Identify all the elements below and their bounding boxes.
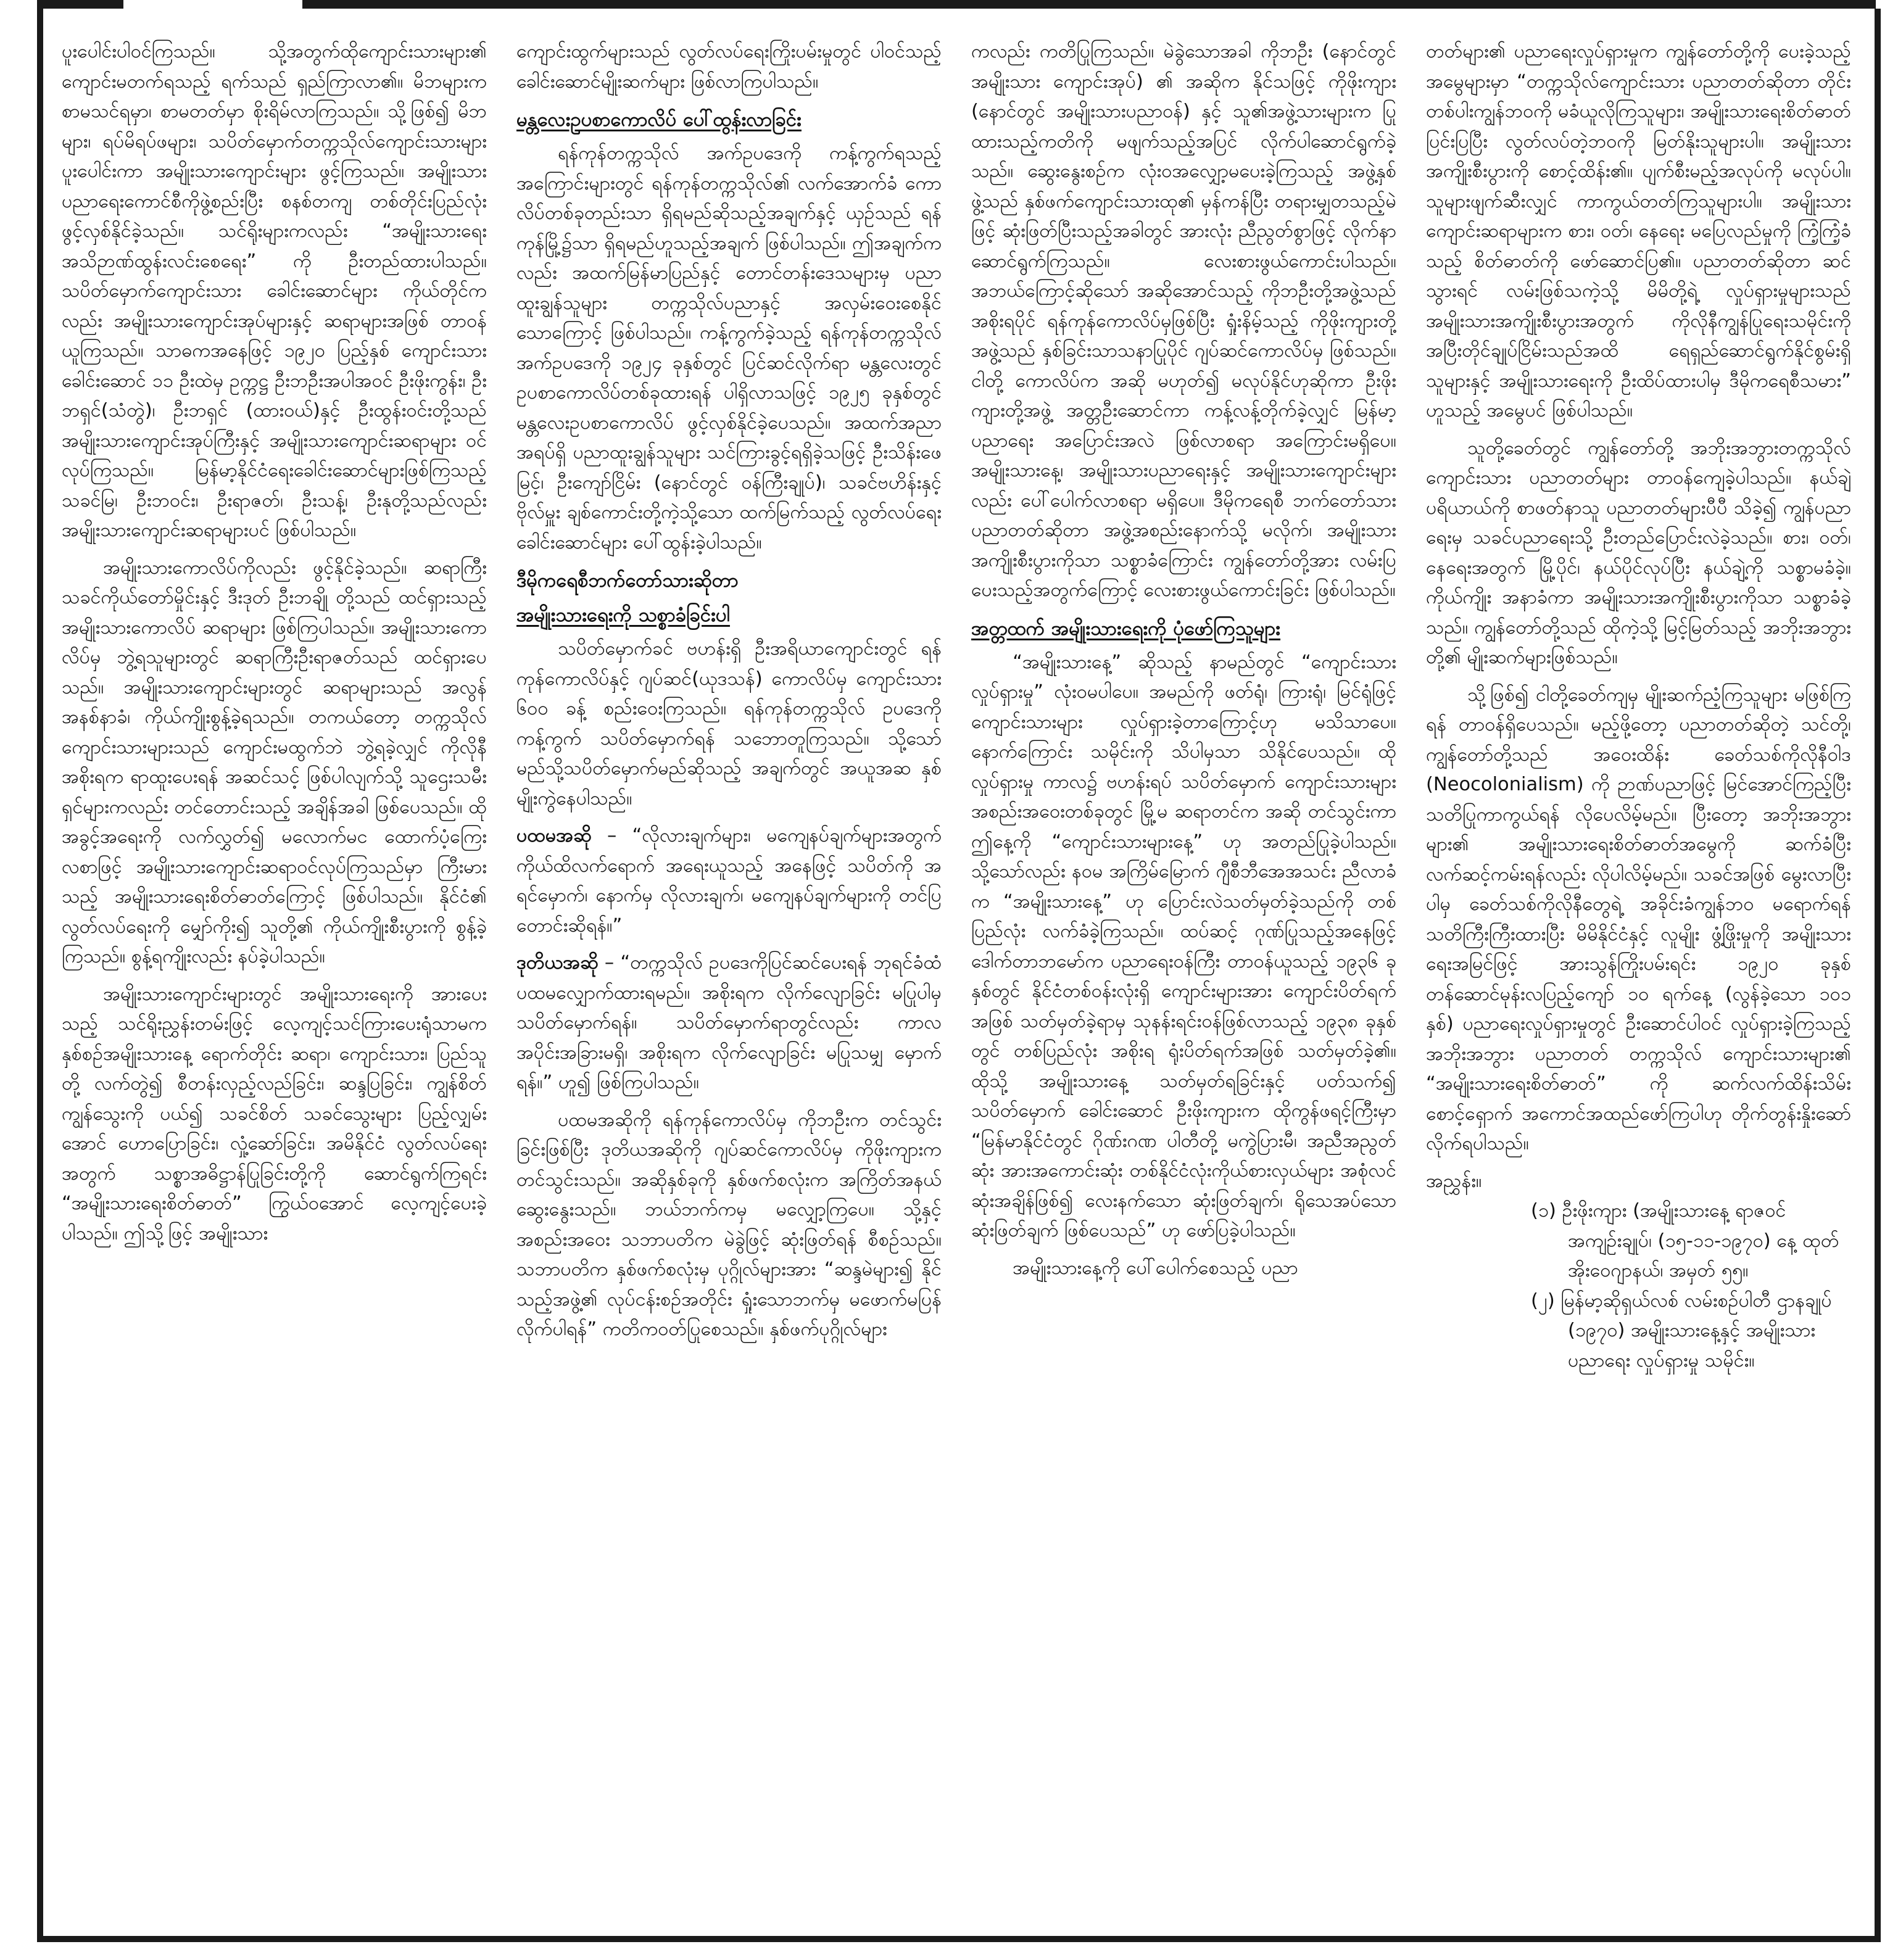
paragraph-lead: ပထမအဆို [516,825,592,846]
column-2 [516,37,942,1912]
paragraph [516,948,942,1098]
section-heading: ဒီမိုကရေစီဘက်တော်သားဆိုတာ [516,569,739,592]
paragraph: သူတို့ခေတ်တွင် ကျွန်တော်တို့ အဘိုးအဘွားတက္ကသိုလ်ကျောင်းသား ပညာတတ်များ တာဝန်ကျေခဲ့ပါသည်။ နယ်ချဲ့ပရိယာယ်ကို စာဖတ်နာသူ ပညာတတ်များပီပီ သိခဲ့၍ ကျွန်ပညာရေးမှ သခင်ပညာရေးသို့ ဦးတည်ပြောင်းလဲခဲ့သည်။ စား၊ ဝတ်၊ နေရေးအတွက် မြို့ပိုင်၊ နယ်ပိုင်လုပ်ပြီး နယ်ချဲ့ကို သစ္စာမခံခဲ့။ ကိုယ်ကျိုး အနာခံကာ အမျိုးသားအကျိုးစီးပွားကိုသာ သစ္စာခံခဲ့သည်။ ကျွန်တော်တို့သည် ထိုကဲ့သို့ မြင့်မြတ်သည့် အဘိုးအဘွားတို့၏ မျိုးဆက်များဖြစ်သည်။ [1426,437,1851,668]
paragraph: သို့ဖြစ်၍ ငါတို့ခေတ်ကျမှ မျိုးဆက်ညံ့ကြသူများ မဖြစ်ကြရန် တာဝန်ရှိပေသည်။ မည့်ဖို့တော့ ပညာတတ်ဆိုတဲ့ သင်တို့၊ ကျွန်တော်တို့သည် အဝေးထိန်း ခေတ်သစ်ကိုလိုနီဝါဒ (Neocolonialism) ကို ဉာဏ်ပညာဖြင့် မြင်အောင်ကြည့်ပြီး သတိပြုကာကွယ်ရန် လိုပေလိမ့်မည်။ ပြီးတော့ အဘိုးအဘွားများ၏ အမျိုးသားရေးစိတ်ဓာတ်အမွေကို ဆက်ခံပြီး လက်ဆင့်ကမ်းရန်လည်း လိုပါလိမ့်မည်။ သခင်အဖြစ် မွေးလာပြီးပါမှ ခေတ်သစ်ကိုလိုနီတွေရဲ့ အခိုင်းခံကျွန်ဘဝ မရောက်ရန် သတိကြီးကြီးထားပြီး မိမိနိုင်ငံနှင့် လူမျိုး ဖွံ့ဖြိုးမှုကို အမျိုးသားရေးအမြင်ဖြင့် အားသွန်ကြိုးပမ်းရင်း ၁၉၂၀ ခုနှစ် တန်ဆောင်မုန်းလပြည့်ကျော် ၁၀ ရက်နေ့ (လွန်ခဲ့သော ၁၀၁ နှစ်) ပညာရေးလှုပ်ရှားမှုတွင် ဦးဆောင်ပါဝင် လှုပ်ရှားခဲ့ကြသည့် အဘိုးအဘွား ပညာတတ် တက္ကသိုလ် ကျောင်းသားများ၏ “အမျိုးသားရေးစိတ်ဓာတ်” ကို ဆက်လက်ထိန်းသိမ်းစောင့်ရှောက် အကောင်အထည်ဖော်ကြပါဟု တိုက်တွန်းနှိုးဆော်လိုက်ရပါသည်။ [1426,684,1851,1154]
paragraph: ရန်ကုန်တက္ကသိုလ် အက်ဥပဒေကို ကန့်ကွက်ရသည့် အကြောင်းများတွင် ရန်ကုန်တက္ကသိုလ်၏ လက်အောက်ခံ ကောလိပ်တစ်ခုတည်းသာ ရှိရမည်ဆိုသည့်အချက်နှင့် ယှဉ်သည် ရန်ကုန်မြို့၌သာ ရှိရမည်ဟူသည့်အချက် ဖြစ်ပါသည်။ ဤအချက်ကလည်း အထက်မြန်မာပြည်နှင့် တောင်တန်းဒေသများမှ ပညာထူးချွန်သူများ တက္ကသိုလ်ပညာနှင့် အလှမ်းဝေးစေနိုင်သောကြောင့် ဖြစ်ပါသည်။ ကန့်ကွက်ခဲ့သည့် ရန်ကုန်တက္ကသိုလ် အက်ဥပဒေကို ၁၉၂၄ ခုနှစ်တွင် ပြင်ဆင်လိုက်ရာ မန္တလေးတွင် ဥပစာကောလိပ်တစ်ခုထားရန် ပါရှိလာသဖြင့် ၁၉၂၅ ခုနှစ်တွင် မန္တလေးဥပစာကောလိပ် ဖွင့်လှစ်နိုင်ခဲ့ပေသည်။ အထက်အညာအရပ်ရှိ ပညာထူးချွန်သူများ သင်ကြားခွင့်ရရှိခဲ့သဖြင့် ဦးသိန်းဖေမြင့်၊ ဦးကျော်ငြိမ်း (နောင်တွင် ဝန်ကြီးချုပ်)၊ သခင်ဗဟိန်းနှင့် ဗိုလ်မှူး ချစ်ကောင်းတို့ကဲ့သို့သော ထက်မြက်သည့် လွတ်လပ်ရေး ခေါင်းဆောင်များ ပေါ်ထွန်းခဲ့ပါသည်။ [516,143,942,553]
paragraph: တတ်များ၏ ပညာရေးလှုပ်ရှားမှုက ကျွန်တော်တို့ကို ပေးခဲ့သည့် အမွေများမှာ “တက္ကသိုလ်ကျောင်းသား ပညာတတ်ဆိုတာ တိုင်းတစ်ပါးကျွန်ဘဝကို မခံယူလိုကြသူများ၊ အမျိုးသားရေးစိတ်ဓာတ် ပြင်းပြပြီး လွတ်လပ်တဲ့ဘဝကို မြတ်နိုးသူများပါ။ အမျိုးသား အကျိုးစီးပွားကို စောင့်ထိန်း၏။ ပျက်စီးမည့်အလုပ်ကို မလုပ်ပါ။ သူများဖျက်ဆီးလျှင် ကာကွယ်တတ်ကြသူများပါ။ အမျိုးသားကျောင်းဆရာများက စား၊ ဝတ်၊ နေရေး မပြေလည်မှုကို ကြံ့ကြံ့ခံသည့် စိတ်ဓာတ်ကို ဖော်ဆောင်ပြ၏။ ပညာတတ်ဆိုတာ ဆင်သွားရင် လမ်းဖြစ်သကဲ့သို့ မိမိတို့ရဲ့ လှုပ်ရှားမှုများသည် အမျိုးသားအကျိုးစီးပွားအတွက် ကိုလိုနီကျွန်ပြုရေးသမိုင်းကို အပြီးတိုင်ချုပ်ငြိမ်းသည်အထိ ရေရှည်ဆောင်ရွက်နိုင်စွမ်းရှိသူများနှင့် အမျိုးသားရေးကို ဦးထိပ်ထားပါမှ ဒီမိုကရေစီသမား” ဟူသည့် အမွေပင် ဖြစ်ပါသည်။ [1426,41,1851,421]
paragraph: ပူးပေါင်းပါဝင်ကြသည်။ သို့အတွက်ထိုကျောင်းသားများ၏ ကျောင်းမတက်ရသည့် ရက်သည် ရှည်ကြာလာ၏။ မိဘများက စာမသင်ရမှာ၊ စာမတတ်မှာ စိုးရိမ်လာကြသည်။ သို့ဖြစ်၍ မိဘများ၊ ရပ်မိရပ်ဖများ၊ သပိတ်မှောက်တက္ကသိုလ်ကျောင်းသားများ ပူးပေါင်းကာ အမျိုးသားကျောင်းများ ဖွင့်ကြသည်။ အမျိုးသားပညာရေးကောင်စီကိုဖွဲ့စည်းပြီး စနစ်တကျ တစ်တိုင်းပြည်လုံး ဖွင့်လှစ်နိုင်ခဲ့သည်။ သင်ရိုးများကလည်း “အမျိုးသားရေးအသိဉာဏ်ထွန်းလင်းစေရေး” ကို ဦးတည်ထားပါသည်။ သပိတ်မှောက်ကျောင်းသား ခေါင်းဆောင်များ ကိုယ်တိုင်ကလည်း အမျိုးသားကျောင်းအုပ်များနှင့် ဆရာများအဖြစ် တာဝန်ယူကြသည်။ သာဓကအနေဖြင့် ၁၉၂၀ ပြည့်နှစ် ကျောင်းသားခေါင်းဆောင် ၁၁ ဦးထဲမှ ဥက္ကဋ္ဌ ဦးဘဦးအပါအဝင် ဦးဖိုးကွန်း၊ ဦးဘရှင်(သံတွဲ)၊ ဦးဘရှင် (ထားဝယ်)နှင့် ဦးထွန်းဝင်းတို့သည် အမျိုးသားကျောင်းအုပ်ကြီးနှင့် အမျိုးသားကျောင်းဆရာများ ဝင်လုပ်ကြသည်။ မြန်မာ့နိုင်ငံရေးခေါင်းဆောင်များဖြစ်ကြသည့် သခင်မြ၊ ဦးဘဝင်း၊ ဦးရာဇတ်၊ ဦးသန့်၊ ဦးနုတို့သည်လည်း အမျိုးသားကျောင်းဆရာများပင် ဖြစ်ပါသည်။ [62,41,487,541]
paragraph: အမျိုးသားနေ့ကို ပေါ်ပေါက်စေသည့် ပညာ [1013,1257,1298,1279]
references [1426,1167,1851,1376]
section-heading: အတ္တထက် အမျိုးသားရေးကို ပုံဖော်ကြသူများ [971,617,1281,640]
paragraph: အမျိုးသားကျောင်းများတွင် အမျိုးသားရေးကို အားပေးသည့် သင်ရိုးညွှန်းတမ်းဖြင့် လေ့ကျင့်သင်ကြားပေးရုံသာမက နှစ်စဉ်အမျိုးသားနေ့ ရောက်တိုင်း ဆရာ၊ ကျောင်းသား၊ ပြည်သူတို့ လက်တွဲ၍ စီတန်းလှည့်လည်ခြင်း၊ ဆန္ဒပြခြင်း၊ ကျွန်စိတ် ကျွန်သွေးကို ပယ်၍ သခင်စိတ် သခင်သွေးများ ပြည့်လျှမ်းအောင် ဟောပြောခြင်း၊ လှုံ့ဆော်ခြင်း၊ အမိနိုင်ငံ လွတ်လပ်ရေးအတွက် သစ္စာအဓိဋ္ဌာန်ပြုခြင်းတို့ကို ဆောင်ရွက်ကြရင်း “အမျိုးသားရေးစိတ်ဓာတ်” ကြွယ်ဝအောင် လေ့ကျင့်ပေးခဲ့ပါသည်။ ဤသို့ဖြင့် အမျိုးသား [62,983,487,1244]
paragraph-text: – “တက္ကသိုလ် ဥပဒေကိုပြင်ဆင်ပေးရန် ဘုရင်ခံထံ ပထမလျှောက်ထားရမည်။ အစိုးရက လိုက်လျောခြင်း မပြုပါမှ သပိတ်မှောက်ရန်။ သပိတ်မှောက်ရာတွင်လည်း ကာလအပိုင်းအခြားမရှိ၊ အစိုးရက လိုက်လျောခြင်း မပြုသမျှ မှောက်ရန်။” ဟူ၍ ဖြစ်ကြပါသည်။ [516,952,942,1093]
column-3 [971,37,1396,1912]
section-heading: မန္တလေးဥပစာကောလိပ် ပေါ်ထွန်းလာခြင်း [516,109,802,131]
paragraph-text: – “လိုလားချက်များ၊ မကျေနပ်ချက်များအတွက် ကိုယ်ထိလက်ရောက် အရေးယူသည့် အနေဖြင့် သပိတ်ကို အရင်မှောက်၊ နောက်မှ လိုလားချက်၊ မကျေနပ်ချက်များကို တင်ပြတောင်းဆိုရန်။” [516,825,942,937]
paragraph: ကျောင်းထွက်များသည် လွတ်လပ်ရေးကြိုးပမ်းမှုတွင် ပါဝင်သည့် ခေါင်းဆောင်မျိုးဆက်များ ဖြစ်လာကြပါသည်။ [516,41,942,93]
paragraph: ကလည်း ကတိပြုကြသည်။ မဲခွဲသောအခါ ကိုဘဦး (နောင်တွင် အမျိုးသား ကျောင်းအုပ်) ၏ အဆိုက နိုင်သဖြင့် ကိုဖိုးကျား (နောင်တွင် အမျိုးသားပညာဝန်) နှင့် သူ၏အဖွဲ့သားများက ပြုထားသည့်ကတိကို မဖျက်သည့်အပြင် လိုက်ပါဆောင်ရွက်ခဲ့သည်။ ဆွေးနွေးစဉ်က လုံးဝအလျှော့မပေးခဲ့ကြသည့် အဖွဲ့နှစ်ဖွဲ့သည် နှစ်ဖက်ကျောင်းသားထု၏ မှန်ကန်ပြီး တရားမျှတသည့်မဲဖြင့် ဆုံးဖြတ်ပြီးသည့်အခါတွင် အားလုံး ညီညွတ်စွာဖြင့် လိုက်နာဆောင်ရွက်ကြသည်။ လေးစားဖွယ်ကောင်းပါသည်။ အဘယ်ကြောင့်ဆိုသော် အဆိုအောင်သည့် ကိုဘဦးတို့အဖွဲ့သည် အစိုးရပိုင် ရန်ကုန်ကောလိပ်မှဖြစ်ပြီး ရှုံးနိမ့်သည့် ကိုဖိုးကျားတို့အဖွဲ့သည် နှစ်ခြင်းသာသနာပြုပိုင် ဂျပ်ဆင်ကောလိပ်မှ ဖြစ်သည်။ ငါတို့ ကောလိပ်က အဆို မဟုတ်၍ မလုပ်နိုင်ဟုဆိုကာ ဦးဖိုးကျားတို့အဖွဲ့ အတ္တဦးဆောင်ကာ ကန့်လန့်တိုက်ခဲ့လျှင် မြန်မာ့ပညာရေး အပြောင်းအလဲ ဖြစ်လာစရာ အကြောင်းမရှိပေ။ အမျိုးသားနေ့၊ အမျိုးသားပညာရေးနှင့် အမျိုးသားကျောင်းများလည်း ပေါ်ပေါက်လာစရာ မရှိပေ။ ဒီမိုကရေစီ ဘက်တော်သား ပညာတတ်ဆိုတာ အဖွဲ့အစည်းနောက်သို့ မလိုက်၊ အမျိုးသား အကျိုးစီးပွားကိုသာ သစ္စာခံကြောင်း ကျွန်တော်တို့အား လမ်းပြပေးသည့်အတွက်ကြောင့် လေးစားဖွယ်ကောင်းခြင်း ဖြစ်ပါသည်။ [971,41,1396,601]
section-heading: အမျိုးသားရေးကို သစ္စာခံခြင်းပါ [516,604,730,626]
paragraph-lead: ဒုတိယအဆို [516,952,599,974]
paragraph: အမျိုးသားကောလိပ်ကိုလည်း ဖွင့်နိုင်ခဲ့သည်။ ဆရာကြီးသခင်ကိုယ်တော်မှိုင်းနှင့် ဒီးဒုတ် ဦးဘချို တို့သည် ထင်ရှားသည့် အမျိုးသားကောလိပ် ဆရာများ ဖြစ်ကြပါသည်။ အမျိုးသားကောလိပ်မှ ဘွဲ့ရသူများတွင် ဆရာကြီးဦးရာဇတ်သည် ထင်ရှားပေသည်။ အမျိုးသားကျောင်းများတွင် ဆရာများသည် အလွန်အနစ်နာခံ၊ ကိုယ်ကျိုးစွန့်ခဲ့ရသည်။ တကယ်တော့ တက္ကသိုလ်ကျောင်းသားများသည် ကျောင်းမထွက်ဘဲ ဘွဲ့ရခဲ့လျှင် ကိုလိုနီအစိုးရက ရာထူးပေးရန် အဆင်သင့် ဖြစ်ပါလျက်သို့ သူဌေးသမီးရှင်များကလည်း တင်တောင်းသည့် အချိန်အခါ ဖြစ်ပေသည်။ ထိုအခွင့်အရေးကို လက်လွှတ်၍ မလောက်မင ထောက်ပံ့ကြေးလစာဖြင့် အမျိုးသားကျောင်းဆရာဝင်လုပ်ကြသည်မှာ ကြီးမားသည့် အမျိုးသားရေးစိတ်ဓာတ်ကြောင့် ဖြစ်ပါသည်။ နိုင်ငံ၏ လွတ်လပ်ရေးကို မျှော်ကိုး၍ သူတို့၏ ကိုယ်ကျိုးစီးပွားကို စွန့်ခဲ့ကြသည်။ စွန့်ရကျိုးလည်း နပ်ခဲ့ပါသည်။ [62,556,487,967]
reference-item: (၂) မြန်မာ့ဆိုရှယ်လစ် လမ်းစဉ်ပါတီ ဌာနချုပ် (၁၉၇၀) အမျိုးသားနေ့နှင့် အမျိုးသားပညာရေး လှုပ်ရှားမှု သမိုင်း။ [1531,1289,1832,1371]
paragraph: “အမျိုးသားနေ့” ဆိုသည့် နာမည်တွင် “ကျောင်းသားလှုပ်ရှားမှု” လုံးဝမပါပေ။ အမည်ကို ဖတ်ရုံ၊ ကြားရုံ၊ မြင်ရုံဖြင့် ကျောင်းသားများ လှုပ်ရှားခဲ့တာကြောင့်ဟု မသိသာပေ။ နောက်ကြောင်း သမိုင်းကို သိပါမှသာ သိနိုင်ပေသည်။ ထိုလှုပ်ရှားမှု ကာလ၌ ဗဟန်းရပ် သပိတ်မှောက် ကျောင်းသားများ အစည်းအဝေးတစ်ခုတွင် မြို့မ ဆရာတင်က အဆို တင်သွင်းကာ ဤနေ့ကို “ကျောင်းသားများနေ့” ဟု အတည်ပြုခဲ့ပါသည်။ သို့သော်လည်း နဝမ အကြိမ်မြောက် ဂျီစီဘီအေအသင်း ညီလာခံက “အမျိုးသားနေ့” ဟု ပြောင်းလဲသတ်မှတ်ခဲ့သည်ကို တစ်ပြည်လုံး လက်ခံခဲ့ကြသည်။ ထပ်ဆင့် ဂုဏ်ပြုသည့်အနေဖြင့် ဒေါက်တာဘမော်က ပညာရေးဝန်ကြီး တာဝန်ယူသည့် ၁၉၃၆ ခုနှစ်တွင် နိုင်ငံတစ်ဝန်းလုံးရှိ ကျောင်းများအား ကျောင်းပိတ်ရက်အဖြစ် သတ်မှတ်ခဲ့ရာမှ သုနန်းရင်းဝန်ဖြစ်လာသည့် ၁၉၃၈ ခုနှစ်တွင် တစ်ပြည်လုံး အစိုးရ ရုံးပိတ်ရက်အဖြစ် သတ်မှတ်ခဲ့၏။ ထိုသို့ အမျိုးသားနေ့ သတ်မှတ်ရခြင်းနှင့် ပတ်သက်၍ သပိတ်မှောက် ခေါင်းဆောင် ဦးဖိုးကျားက ထိုကွန်ဖရင့်ကြီးမှာ “မြန်မာနိုင်ငံတွင် ဂိုဏ်းဂဏ ပါတီတို့ မကွဲပြားမီ၊ အညီအညွတ်ဆုံး အားအကောင်းဆုံး တစ်နိုင်ငံလုံးကိုယ်စားလှယ်များ အစုံလင်ဆုံးအချိန်ဖြစ်၍ လေးနက်သော ဆုံးဖြတ်ချက်၊ ရိုသေအပ်သော ဆုံးဖြတ်ချက် ဖြစ်ပေသည်” ဟု ဖော်ပြခဲ့ပါသည်။ [971,651,1396,1241]
article-body [62,37,1851,1912]
references-label: အညွှန်း။ [1426,1170,1482,1192]
paragraph: ပထမအဆိုကို ရန်ကုန်ကောလိပ်မှ ကိုဘဦးက တင်သွင်းခြင်းဖြစ်ပြီး ဒုတိယအဆိုကို ဂျပ်ဆင်ကောလိပ်မှ ကိုဖိုးကျားက တင်သွင်းသည်။ အဆိုနှစ်ခုကို နှစ်ဖက်စလုံးက အကြိတ်အနယ် ဆွေးနွေးသည်။ ဘယ်ဘက်ကမှ မလျှော့ကြပေ။ သို့နှင့်အစည်းအဝေး သဘာပတိက မဲခွဲဖြင့် ဆုံးဖြတ်ရန် စီစဉ်သည်။ သဘာပတိက နှစ်ဖက်စလုံးမှ ပုဂ္ဂိုလ်များအား “ဆန္ဒမဲများ၍ နိုင်သည့်အဖွဲ့၏ လုပ်ငန်းစဉ်အတိုင်း ရှုံးသောဘက်မှ မဖောက်မပြန်လိုက်ပါရန်” ကတိကဝတ်ပြုစေသည်။ နှစ်ဖက်ပုဂ္ဂိုလ်များ [516,1109,942,1340]
reference-item: (၁) ဦးဖိုးကျား (အမျိုးသားနေ့ ရာဇဝင် အကျဉ်းချုပ်၊ (၁၅-၁၁-၁၉၇၀) နေ့ ထုတ် အိုးဝေဂျာနယ်၊ အမှတ် ၅၅။ [1531,1200,1839,1281]
paragraph: သပိတ်မှောက်ခင် ဗဟန်းရှိ ဦးအရိယာကျောင်းတွင် ရန်ကုန်ကောလိပ်နှင့် ဂျပ်ဆင်(ယုဒသန်) ကောလိပ်မှ ကျောင်းသား ၆၀၀ ခန့် စည်းဝေးကြသည်။ ရန်ကုန်တက္ကသိုလ် ဥပဒေကို ကန့်ကွက် သပိတ်မှောက်ရန် သဘောတူကြသည်။ သို့သော် မည်သို့သပိတ်မှောက်မည်ဆိုသည့် အချက်တွင် အယူအဆ နှစ်မျိုးကွဲနေပါသည်။ [516,638,942,809]
paragraph [516,821,942,941]
column-4 [1426,37,1851,1912]
top-border-rule [37,0,1876,9]
column-1 [62,37,487,1912]
